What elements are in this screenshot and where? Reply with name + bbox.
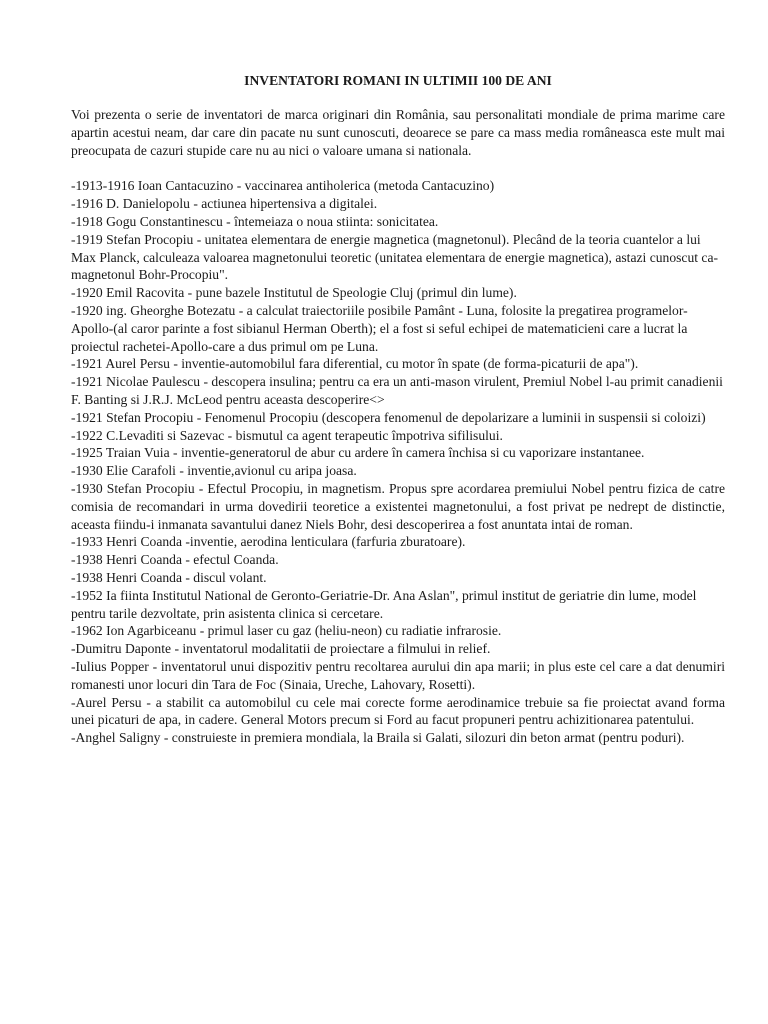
list-item: -1920 ing. Gheorghe Botezatu - a calculat traiectoriile posibile Pamânt - Luna, folosite la pregatirea programelor-Apollo-(al caror parinte a fost sibianul Herman Oberth); el a fost si seful echipei de matematicieni care a lucrat la proiectul rachetei-Apollo-care a dus primul om pe Luna. [71,302,688,354]
list-item: -1933 Henri Coanda -inventie, aerodina lenticulara (farfuria zburatoare). [71,534,466,550]
list-item: -1962 Ion Agarbiceanu - primul laser cu gaz (heliu-neon) cu radiatie infrarosie. [71,623,502,639]
list-item: -1916 D. Danielopolu - actiunea hipertensiva a digitalei. [71,196,378,212]
list-item: -1921 Aurel Persu - inventie-automobilul fara diferential, cu motor în spate (de forma-picaturii de apa"). [71,356,639,372]
list-item: -1922 C.Levaditi si Sazevac - bismutul ca agent terapeutic împotriva sifilisului. [71,427,503,443]
list-item: -1938 Henri Coanda - efectul Coanda. [71,552,279,568]
list-item: -Anghel Saligny - construieste in premiera mondiala, la Braila si Galati, silozuri din beton armat (pentru poduri). [71,730,685,746]
list-item: -1925 Traian Vuia - inventie-generatorul de abur cu ardere în camera închisa si cu vaporizare instantanee. [71,445,645,461]
list-item: -1918 Gogu Constantinescu - întemeiaza o noua stiinta: sonicitatea. [71,213,439,229]
list-item: -1952 Ia fiinta Institutul National de Geronto-Geriatrie-Dr. Ana Aslan", primul institut de geriatrie din lume, model pentru tarile dezvoltate, prin asistenta clinica si cercetare. [71,587,697,621]
list-item: -Dumitru Daponte - inventatorul modalitatii de proiectare a filmului in relief. [71,641,491,657]
list-item: -1921 Stefan Procopiu - Fenomenul Procopiu (descopera fenomenul de depolarizare a luminii in suspensii si coloizi) [71,409,706,425]
document-title: INVENTATORI ROMANI IN ULTIMII 100 DE ANI [244,73,552,88]
inventor-list [71,177,725,747]
list-item: -1913-1916 Ioan Cantacuzino - vaccinarea antiholerica (metoda Cantacuzino) [71,178,495,194]
document-page [71,72,725,747]
list-item: -Aurel Persu - a stabilit ca automobilul cu cele mai corecte forme aerodinamice trebuie sa fie proiectat avand forma unei picaturi de apa, in cadere. General Motors precum si Ford au facut propuneri pentru achizitionarea patentului. [71,694,725,728]
list-item: -1919 Stefan Procopiu - unitatea elementara de energie magnetica (magnetonul). Plecând de la teoria cuantelor a lui Max Planck, calculeaza valoarea magnetonului teoretic (unitatea elementara de energie magnetica), astazi cunoscut ca-magnetonul Bohr-Procopiu". [71,231,719,283]
list-item: -1930 Stefan Procopiu - Efectul Procopiu, in magnetism. Propus spre acordarea premiului Nobel pentru fizica de catre comisia de recomandari in urma dovedirii teoretice a existentei magnetonului, a fost privat pe nedrept de distinctie, aceasta fiindu-i inmanata savantului danez Niels Bohr, desi descoperirea a fost anuntata intai de roman. [71,480,725,532]
list-item: -1930 Elie Carafoli - inventie,avionul cu aripa joasa. [71,463,357,479]
list-item: -Iulius Popper - inventatorul unui dispozitiv pentru recoltarea aurului din apa marii; in plus este cel care a dat denumiri romanesti unor locuri din Tara de Foc (Sinaia, Ureche, Lahovary, Rosetti). [71,658,725,692]
list-item: -1921 Nicolae Paulescu - descopera insulina; pentru ca era un anti-mason virulent, Premiul Nobel l-au primit canadienii F. Banting si J.R.J. McLeod pentru aceasta descoperire<> [71,374,723,407]
intro-paragraph: Voi prezenta o serie de inventatori de marca originari din România, sau personalitati mondiale de prima marime care apartin acestui neam, dar care din pacate nu sunt cunoscuti, deoarece se pare ca mass media româneasca este mult mai preocupata de cazuri stupide care nu au nici o valoare umana si nationala. [71,107,725,158]
list-item: -1938 Henri Coanda - discul volant. [71,569,267,585]
list-item: -1920 Emil Racovita - pune bazele Institutul de Speologie Cluj (primul din lume). [71,285,517,301]
